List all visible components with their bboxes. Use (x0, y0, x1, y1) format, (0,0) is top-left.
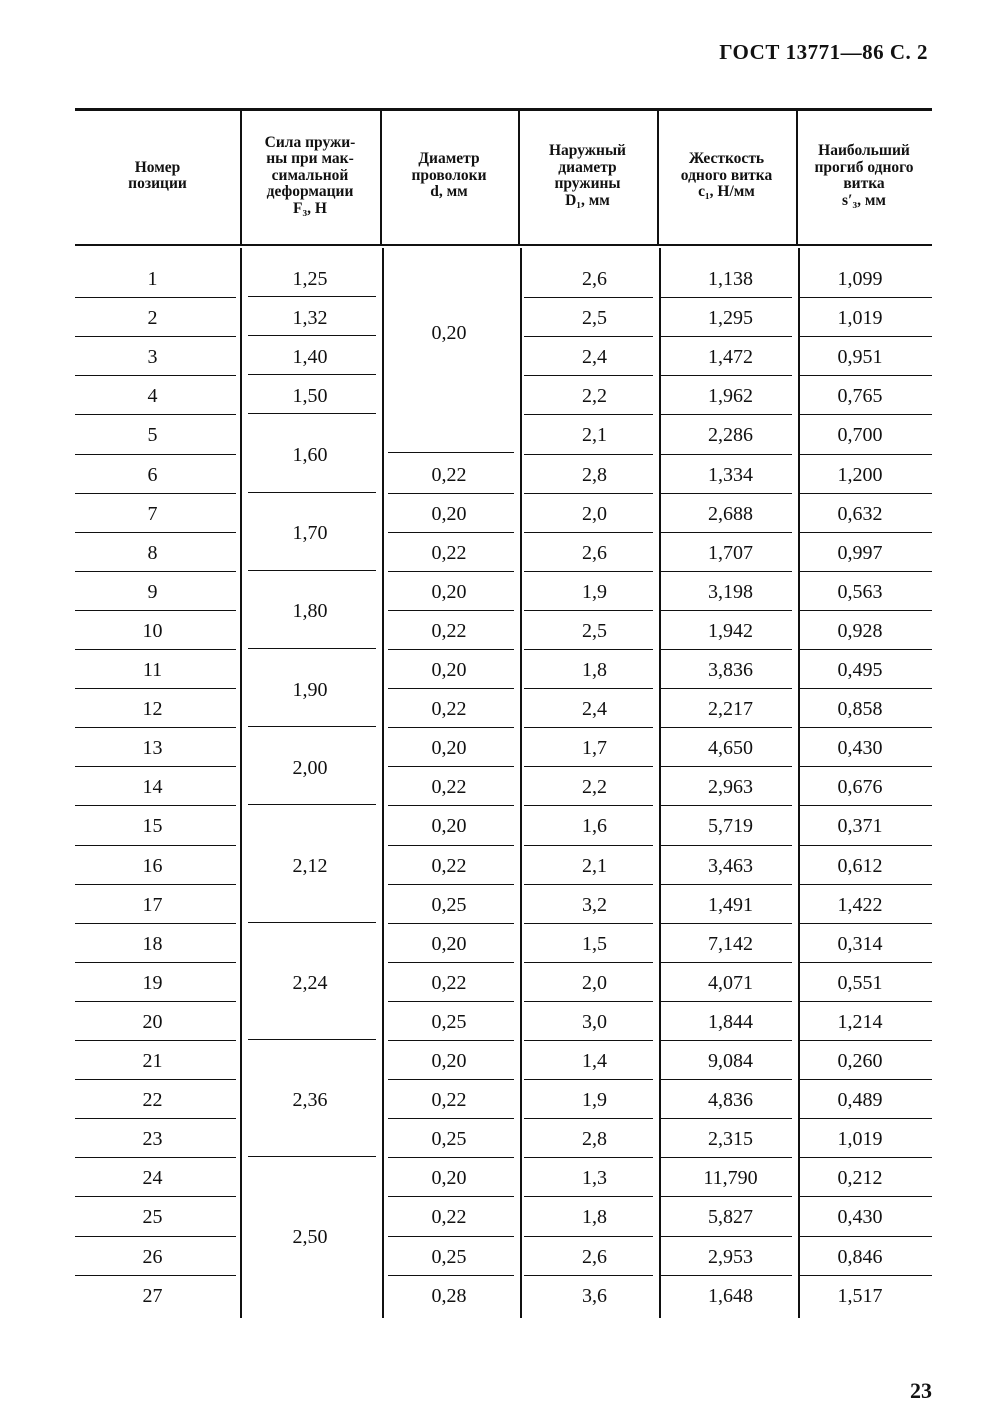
column-header: Наибольший прогиб одного витка s′₃, мм (814, 142, 914, 209)
row-rule (388, 688, 514, 689)
position-number: 26 (142, 1245, 163, 1268)
wire-diameter: 0,22 (431, 619, 467, 642)
position-number: 4 (147, 385, 158, 408)
row-rule (388, 649, 514, 650)
outer-diameter: 2,8 (582, 1128, 607, 1151)
row-rule (248, 492, 376, 493)
max-deflection: 0,212 (837, 1167, 883, 1190)
row-rule (388, 532, 514, 533)
row-rule (248, 374, 376, 375)
stiffness: 11,790 (703, 1167, 758, 1190)
wire-diameter: 0,28 (431, 1284, 467, 1307)
stiffness: 1,295 (708, 307, 753, 330)
outer-diameter: 2,5 (582, 619, 607, 642)
spring-force: 1,40 (292, 346, 328, 369)
max-deflection: 0,551 (837, 971, 883, 994)
spring-force: 1,90 (292, 678, 328, 701)
stiffness: 1,962 (708, 385, 753, 408)
stiffness: 2,953 (708, 1245, 753, 1268)
position-number: 12 (142, 698, 163, 721)
stiffness: 1,942 (708, 619, 753, 642)
position-number: 2 (147, 307, 158, 330)
max-deflection: 0,858 (837, 698, 883, 721)
outer-diameter: 1,7 (582, 737, 607, 760)
stiffness: 2,315 (708, 1128, 753, 1151)
wire-diameter: 0,20 (431, 932, 467, 955)
row-rule (248, 922, 376, 923)
stiffness: 5,827 (708, 1206, 753, 1229)
outer-diameter: 2,1 (582, 424, 607, 447)
position-number: 10 (142, 619, 163, 642)
column-header: Диаметр проволоки d, мм (411, 150, 487, 201)
position-number: 1 (147, 268, 158, 290)
max-deflection: 0,632 (837, 502, 883, 525)
max-deflection: 0,846 (837, 1245, 883, 1268)
stiffness: 1,844 (708, 1010, 753, 1033)
max-deflection: 1,214 (837, 1010, 883, 1033)
row-rule (248, 296, 376, 297)
stiffness: 4,071 (708, 971, 753, 994)
outer-diameter: 3,6 (582, 1284, 607, 1307)
row-rule (248, 1156, 376, 1157)
row-rule (388, 493, 514, 494)
position-number: 11 (142, 659, 163, 681)
position-number: 17 (142, 893, 163, 916)
max-deflection: 0,928 (837, 619, 883, 642)
position-number: 23 (142, 1128, 163, 1151)
row-rule (248, 335, 376, 336)
spring-force: 1,80 (292, 600, 328, 623)
wire-diameter: 0,20 (431, 322, 467, 345)
max-deflection: 0,563 (837, 580, 883, 603)
max-deflection: 0,430 (837, 1206, 883, 1229)
max-deflection: 0,314 (837, 932, 883, 955)
stiffness: 1,334 (708, 463, 753, 486)
outer-diameter: 1,9 (582, 580, 607, 603)
wire-diameter: 0,22 (431, 854, 467, 877)
row-rule (248, 413, 376, 414)
stiffness: 3,836 (708, 659, 753, 681)
max-deflection: 0,430 (837, 737, 883, 760)
max-deflection: 0,951 (837, 346, 883, 369)
position-number: 27 (142, 1284, 163, 1307)
spring-force: 1,70 (292, 522, 328, 545)
row-rule (388, 571, 514, 572)
outer-diameter: 2,6 (582, 1245, 607, 1268)
row-rule (248, 648, 376, 649)
position-number: 21 (142, 1050, 163, 1072)
max-deflection: 0,260 (837, 1050, 883, 1072)
row-rule (388, 1040, 514, 1041)
row-rule (388, 452, 514, 453)
wire-diameter: 0,20 (431, 815, 467, 838)
outer-diameter: 1,6 (582, 815, 607, 838)
wire-diameter: 0,25 (431, 1128, 467, 1151)
row-rule (388, 727, 514, 728)
stiffness: 4,650 (708, 737, 753, 760)
position-number: 3 (147, 346, 158, 369)
outer-diameter: 2,4 (582, 346, 607, 369)
outer-diameter: 2,0 (582, 502, 607, 525)
wire-diameter: 0,22 (431, 541, 467, 564)
position-number: 5 (147, 424, 158, 447)
wire-diameter: 0,20 (431, 1167, 467, 1190)
outer-diameter: 1,9 (582, 1089, 607, 1112)
row-rule (388, 1001, 514, 1002)
outer-diameter: 1,8 (582, 1206, 607, 1229)
stiffness: 2,963 (708, 776, 753, 799)
wire-diameter: 0,20 (431, 580, 467, 603)
spring-force: 1,60 (292, 443, 328, 466)
outer-diameter: 1,4 (582, 1050, 607, 1072)
document-title: ГОСТ 13771—86 С. 2 (719, 40, 928, 64)
row-rule (388, 1275, 514, 1276)
max-deflection: 0,612 (837, 854, 883, 877)
position-number: 7 (147, 502, 158, 525)
row-rule (248, 726, 376, 727)
row-rule (248, 570, 376, 571)
max-deflection: 1,019 (837, 307, 883, 330)
stiffness: 1,472 (708, 346, 753, 369)
spring-force: 2,00 (292, 756, 328, 779)
outer-diameter: 2,8 (582, 463, 607, 486)
position-number: 18 (142, 932, 163, 955)
wire-diameter: 0,20 (431, 502, 467, 525)
position-number: 20 (142, 1010, 163, 1033)
column-header: Сила пружи- ны при мак- симальной деформации F₃, Н (264, 133, 356, 217)
outer-diameter: 2,2 (582, 385, 607, 408)
max-deflection: 0,371 (837, 815, 883, 838)
max-deflection: 0,676 (837, 776, 883, 799)
stiffness: 1,138 (708, 268, 753, 290)
spring-force: 2,24 (292, 971, 328, 994)
wire-diameter: 0,22 (431, 698, 467, 721)
spring-force: 2,36 (292, 1089, 328, 1112)
position-number: 22 (142, 1089, 163, 1112)
outer-diameter: 2,2 (582, 776, 607, 799)
position-number: 9 (147, 580, 158, 603)
wire-diameter: 0,22 (431, 463, 467, 486)
spring-force: 1,50 (292, 385, 328, 408)
row-rule (75, 108, 932, 111)
wire-diameter: 0,22 (431, 1089, 467, 1112)
row-rule (388, 1196, 514, 1197)
stiffness: 1,648 (708, 1284, 753, 1307)
position-number: 8 (147, 541, 158, 564)
stiffness: 2,217 (708, 698, 753, 721)
outer-diameter: 2,6 (582, 541, 607, 564)
position-number: 6 (147, 463, 158, 486)
row-rule (388, 962, 514, 963)
outer-diameter: 2,5 (582, 307, 607, 330)
spring-force: 1,25 (292, 268, 328, 291)
row-rule (388, 805, 514, 806)
wire-diameter: 0,20 (431, 1050, 467, 1072)
max-deflection: 1,099 (837, 268, 883, 290)
outer-diameter: 2,4 (582, 698, 607, 721)
row-rule (388, 884, 514, 885)
outer-diameter: 2,0 (582, 971, 607, 994)
spring-force: 1,32 (292, 307, 328, 330)
stiffness: 5,719 (708, 815, 753, 838)
row-rule (388, 1236, 514, 1237)
row-rule (388, 610, 514, 611)
stiffness: 3,463 (708, 854, 753, 877)
stiffness: 4,836 (708, 1089, 753, 1112)
wire-diameter: 0,22 (431, 971, 467, 994)
page-number: 23 (910, 1378, 932, 1403)
row-rule (248, 804, 376, 805)
max-deflection: 0,489 (837, 1089, 883, 1112)
wire-diameter: 0,22 (431, 1206, 467, 1229)
wire-diameter: 0,25 (431, 1245, 467, 1268)
position-number: 25 (142, 1206, 163, 1229)
row-rule (388, 1079, 514, 1080)
row-rule (75, 244, 932, 246)
position-number: 14 (142, 776, 163, 799)
stiffness: 3,198 (708, 580, 753, 603)
outer-diameter: 3,0 (582, 1010, 607, 1033)
max-deflection: 1,422 (837, 893, 883, 916)
position-number: 19 (142, 971, 163, 994)
stiffness: 7,142 (708, 932, 753, 955)
column-header: Жесткость одного витка c₁, Н/мм (680, 150, 773, 201)
wire-diameter: 0,22 (431, 776, 467, 799)
spring-force: 2,50 (292, 1225, 328, 1248)
stiffness: 1,707 (708, 541, 753, 564)
max-deflection: 1,019 (837, 1128, 883, 1151)
row-rule (248, 1039, 376, 1040)
stiffness: 9,084 (708, 1050, 753, 1072)
column-header: Номер позиции (128, 158, 187, 192)
outer-diameter: 2,1 (582, 854, 607, 877)
position-number: 13 (142, 737, 163, 760)
max-deflection: 0,700 (837, 424, 883, 447)
wire-diameter: 0,25 (431, 1010, 467, 1033)
max-deflection: 0,997 (837, 541, 883, 564)
wire-diameter: 0,25 (431, 893, 467, 916)
column-header: Наружный диаметр пружины D₁, мм (549, 142, 626, 209)
stiffness: 1,491 (708, 893, 753, 916)
max-deflection: 0,765 (837, 385, 883, 408)
wire-diameter: 0,20 (431, 737, 467, 760)
row-rule (388, 1118, 514, 1119)
stiffness: 2,286 (708, 424, 753, 447)
row-rule (388, 923, 514, 924)
stiffness: 2,688 (708, 502, 753, 525)
outer-diameter: 1,5 (582, 932, 607, 955)
outer-diameter: 2,6 (582, 268, 607, 290)
max-deflection: 0,495 (837, 659, 883, 681)
max-deflection: 1,200 (837, 463, 883, 486)
max-deflection: 1,517 (837, 1284, 883, 1307)
row-rule (388, 845, 514, 846)
outer-diameter: 1,8 (582, 659, 607, 681)
spring-force: 2,12 (292, 854, 328, 877)
position-number: 16 (142, 854, 163, 877)
row-rule (388, 766, 514, 767)
position-number: 15 (142, 815, 163, 838)
wire-diameter: 0,20 (431, 659, 467, 681)
outer-diameter: 1,3 (582, 1167, 607, 1190)
outer-diameter: 3,2 (582, 893, 607, 916)
row-rule (388, 1157, 514, 1158)
position-number: 24 (142, 1167, 163, 1190)
